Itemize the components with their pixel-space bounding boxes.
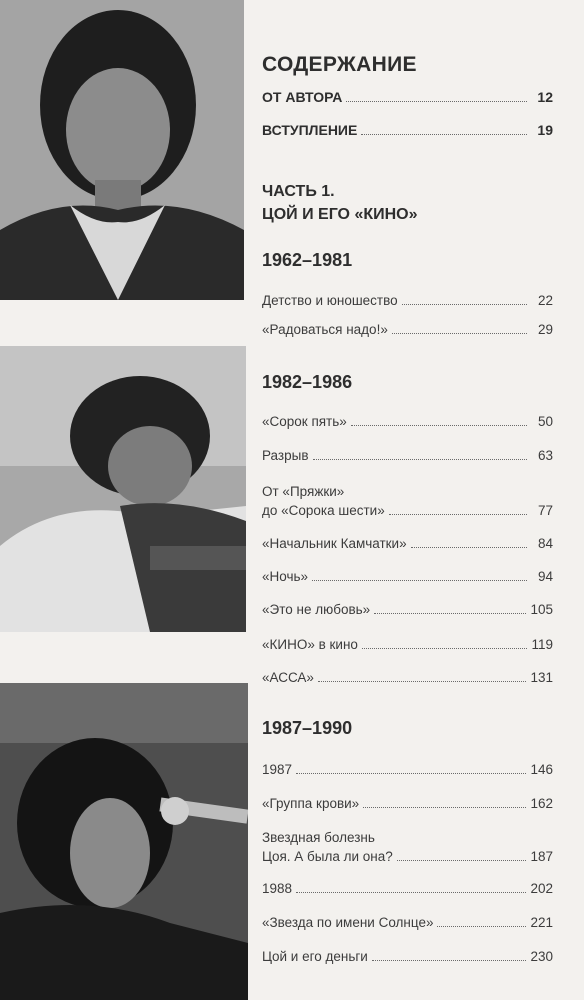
toc-entry-page: 12 [537, 89, 553, 105]
toc-entry[interactable] [262, 600, 553, 619]
dot-leader [312, 580, 527, 581]
dot-leader [392, 333, 527, 334]
part-title [262, 180, 418, 226]
toc-entry[interactable] [262, 635, 553, 654]
section-heading-1982-1986: 1982–1986 [262, 372, 353, 392]
toc-entry-label: «КИНО» в кино [262, 637, 358, 652]
toc-entry-label: ОТ АВТОРА [262, 89, 343, 105]
toc-entry[interactable] [262, 794, 553, 813]
toc-entry-page: 50 [537, 414, 553, 429]
dot-leader [374, 613, 526, 614]
dot-leader [318, 681, 527, 682]
toc-entry[interactable] [262, 320, 553, 339]
section-heading-1987-1990: 1987–1990 [262, 718, 353, 738]
toc-entry[interactable] [262, 913, 553, 932]
dot-leader [411, 547, 527, 548]
toc-entry-page: 94 [537, 569, 553, 584]
dot-leader [437, 926, 526, 927]
toc-entry-page: 84 [537, 536, 553, 551]
toc-entry-label: «Группа крови» [262, 796, 360, 811]
toc-entry[interactable] [262, 567, 553, 586]
toc-entry-page: 221 [530, 915, 553, 930]
toc-entry[interactable] [262, 412, 553, 431]
toc-entry-page: 162 [530, 796, 553, 811]
dot-leader [363, 807, 526, 808]
dot-leader [346, 101, 527, 102]
toc-entry-label: «Это не любовь» [262, 602, 371, 617]
toc-entry-label: «Начальник Камчатки» [262, 536, 407, 551]
toc-entry[interactable] [262, 760, 553, 779]
toc-entry[interactable] [262, 291, 553, 310]
dot-leader [362, 648, 527, 649]
toc-entry[interactable] [262, 668, 553, 687]
part-title-line1: ЧАСТЬ 1. [262, 183, 335, 200]
toc-entry[interactable] [262, 879, 553, 898]
toc-entry-label: 1987 [262, 762, 293, 777]
dot-leader [296, 892, 526, 893]
toc-entry-label: «АССА» [262, 670, 314, 685]
toc-entry-page: 187 [530, 849, 553, 864]
dot-leader [296, 773, 526, 774]
dot-leader [389, 514, 527, 515]
toc-entry[interactable] [262, 828, 553, 866]
toc-entry-page: 119 [531, 637, 553, 652]
toc-entry-page: 202 [530, 881, 553, 896]
dot-leader [402, 304, 527, 305]
toc-entry-label: «Звезда по имени Солнце» [262, 915, 434, 930]
toc-entry-introduction[interactable] [262, 121, 553, 140]
toc-entry[interactable] [262, 482, 553, 520]
toc-entry-label: «Сорок пять» [262, 414, 347, 429]
toc-entry[interactable] [262, 947, 553, 966]
dot-leader [313, 459, 528, 460]
portrait-photo-reclining [0, 346, 246, 632]
toc-entry-page: 77 [537, 503, 553, 518]
toc-entry-page: 19 [537, 122, 553, 138]
portrait-photo-young [0, 0, 244, 300]
toc-entry-label: Цой и его деньги [262, 949, 368, 964]
toc-entry-label: 1988 [262, 881, 293, 896]
toc-entry-page: 63 [537, 448, 553, 463]
toc-entry-page: 105 [530, 602, 553, 617]
toc-entry[interactable] [262, 534, 553, 553]
toc-entry-label: От «Пряжки» до «Сорока шести» [262, 484, 385, 518]
toc-entry-label: Звездная болезнь Цоя. А была ли она? [262, 830, 393, 864]
dot-leader [361, 134, 527, 135]
toc-entry-label: Разрыв [262, 448, 309, 463]
portrait-photo-microphone [0, 683, 248, 1000]
dot-leader [397, 860, 527, 861]
section-heading-1962-1981: 1962–1981 [262, 250, 353, 270]
toc-entry-label: «Ночь» [262, 569, 309, 584]
part-title-line2: ЦОЙ И ЕГО «КИНО» [262, 206, 418, 223]
toc-entry-page: 131 [530, 670, 553, 685]
toc-entry-page: 29 [537, 322, 553, 337]
toc-entry-label: «Радоваться надо!» [262, 322, 388, 337]
toc-entry-page: 22 [537, 293, 553, 308]
toc-entry[interactable] [262, 446, 553, 465]
toc-entry-label: Детство и юношество [262, 293, 398, 308]
toc-title: СОДЕРЖАНИЕ [262, 53, 417, 76]
dot-leader [372, 960, 527, 961]
toc-entry-label: ВСТУПЛЕНИЕ [262, 122, 358, 138]
dot-leader [351, 425, 527, 426]
toc-entry-from-author[interactable] [262, 88, 553, 107]
toc-entry-page: 230 [530, 949, 553, 964]
toc-entry-page: 146 [530, 762, 553, 777]
